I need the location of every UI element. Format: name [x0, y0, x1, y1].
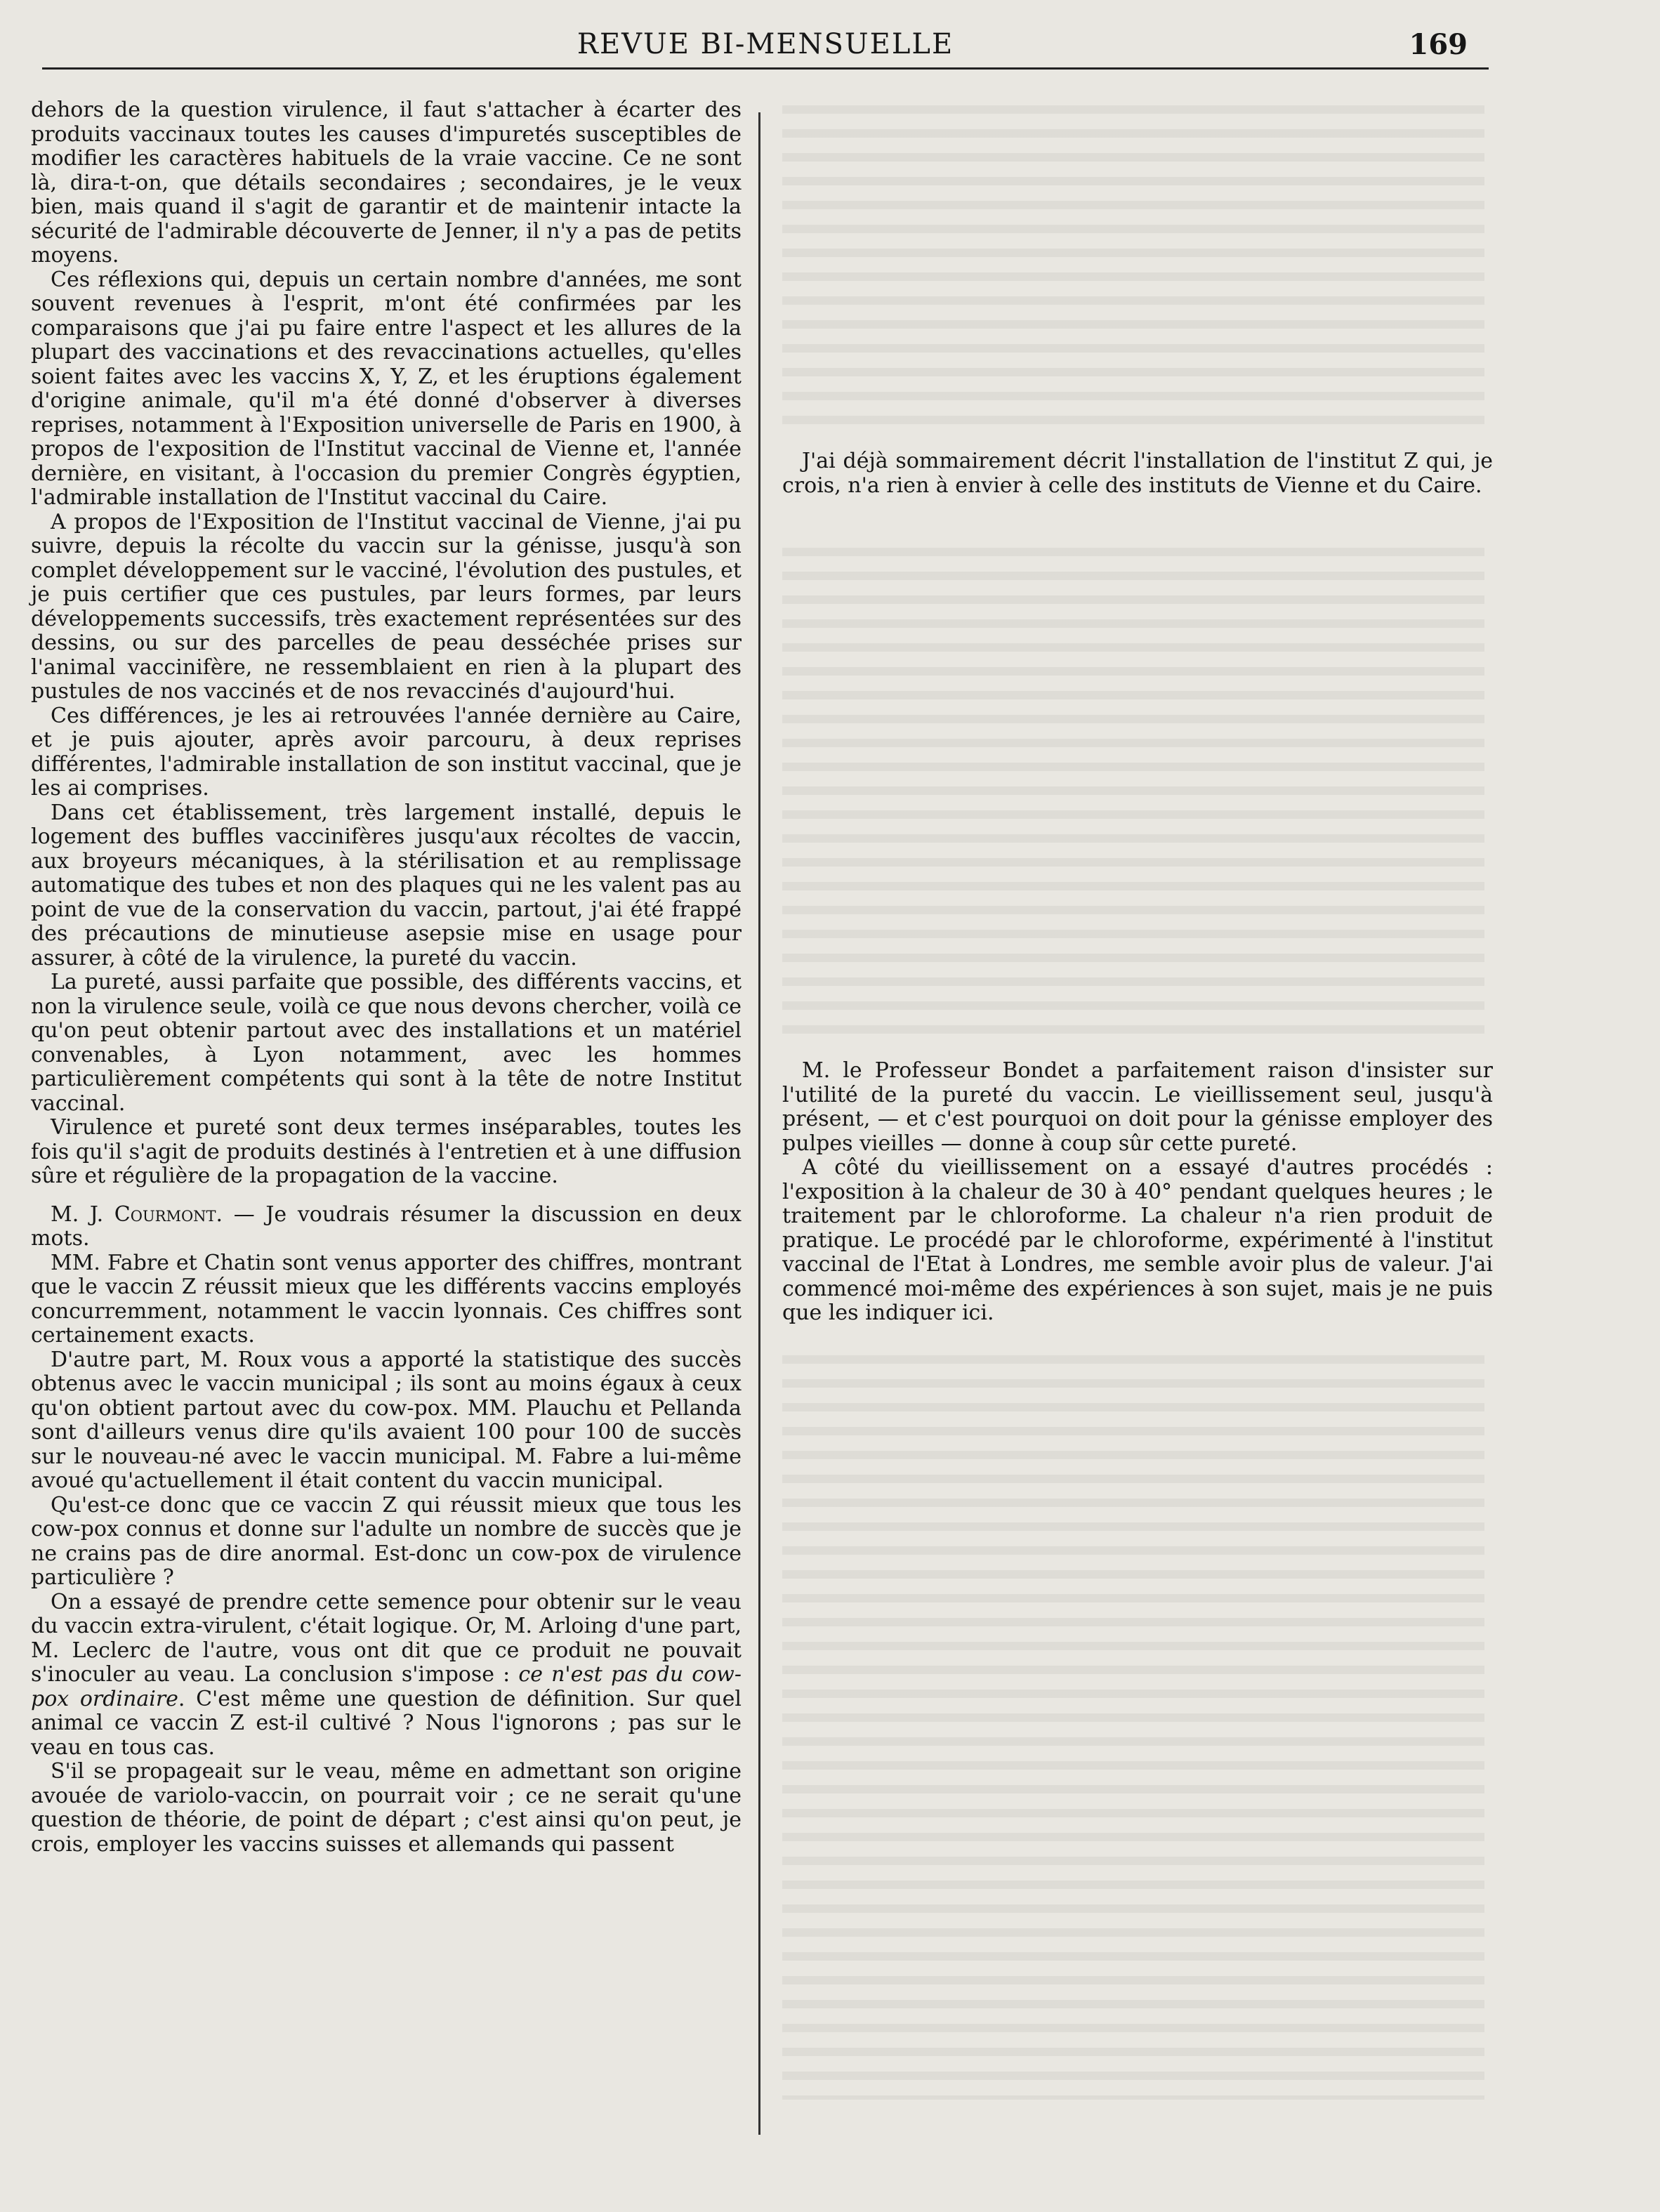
paragraph: Dans cet établissement, très largement installé, depuis le logement des buffles vaccinifères jusqu'aux récoltes de vaccin, aux broyeurs mécaniques, à la stérilisation et au remplissage automatique des tubes et non des plaques qui ne les valent pas au point de vue de la conservation du vaccin, partout, j'ai été frappé des précautions de minutieuse asepsie mise en usage pour assurer, à côté de la virulence, la pureté du vaccin.: [31, 800, 742, 970]
paragraph: A propos de l'Exposition de l'Institut vaccinal de Vienne, j'ai pu suivre, depuis la récolte du vaccin sur la génisse, jusqu'à son complet développement sur le vacciné, l'évolution des pustules, et je puis certifier que ces pustules, par leurs formes, par leurs développements successifs, très exactement représentées sur des dessins, ou sur des parcelles de peau desséchée prises sur l'animal vaccinifère, ne ressemblaient en rien à la plupart des pustules de nos vaccinés et de nos revaccinés d'aujourd'hui.: [31, 509, 742, 704]
speaker-name: M. J. Courmont.: [51, 1202, 223, 1227]
page-header: [42, 24, 1489, 73]
page-number: 169: [1409, 28, 1468, 61]
right-column-bottom: [782, 1059, 1493, 1326]
text-run: . C'est même une question de définition. Sur quel animal ce vaccin Z est-il cultivé ? Nous l'ignorons ; pas sur le veau en tous cas.: [31, 1686, 742, 1760]
paragraph: dehors de la question virulence, il faut s'attacher à écarter des produits vaccinaux toutes les causes d'impuretés susceptibles de modifier les caractères habituels de la vraie vaccine. Ce ne sont là, dira-t-on, que détails secondaires ; secondaires, je le veux bien, mais quand il s'agit de garantir et de maintenir intacte la sécurité de l'admirable découverte de Jenner, il n'y a pas de petits moyens.: [31, 98, 742, 268]
right-column-top: [782, 449, 1493, 498]
left-column: [31, 98, 742, 1857]
header-rule: [42, 67, 1489, 70]
paragraph: J'ai déjà sommairement décrit l'installation de l'institut Z qui, je crois, n'a rien à envier à celle des instituts de Vienne et du Caire.: [782, 449, 1493, 498]
bleed-through-text: [782, 105, 1484, 428]
paragraph: Qu'est-ce donc que ce vaccin Z qui réussit mieux que tous les cow-pox connus et donne sur l'adulte un nombre de succès que je ne crains pas de dire anormal. Est-donc un cow-pox de virulence particulière ?: [31, 1492, 742, 1590]
bleed-through-text: [782, 1355, 1484, 2100]
bleed-through-text: [782, 548, 1484, 1039]
paragraph: Ces différences, je les ai retrouvées l'année dernière au Caire, et je puis ajouter, après avoir parcouru, à deux reprises différentes, l'admirable installation de son institut vaccinal, que je les ai comprises.: [31, 703, 742, 801]
paragraph: Ces réflexions qui, depuis un certain nombre d'années, me sont souvent revenues à l'esprit, m'ont été confirmées par les comparaisons que j'ai pu faire entre l'aspect et les allures de la plupart des vaccinations et des revaccinations actuelles, qu'elles soient faites avec les vaccins X, Y, Z, et les éruptions également d'origine animale, qu'il m'a été donné d'observer à diverses reprises, notamment à l'Exposition universelle de Paris en 1900, à propos de l'exposition de l'Institut vaccinal de Vienne et, l'année dernière, en visitant, à l'occasion du premier Congrès égyptien, l'admirable installation de l'Institut vaccinal du Caire.: [31, 267, 742, 510]
paragraph: MM. Fabre et Chatin sont venus apporter des chiffres, montrant que le vaccin Z réussit mieux que les différents vaccins employés concurremment, notamment le vaccin lyonnais. Ces chiffres sont certainement exacts.: [31, 1250, 742, 1348]
column-divider: [758, 112, 760, 2135]
paragraph: D'autre part, M. Roux vous a apporté la statistique des succès obtenus avec le vaccin municipal ; ils sont au moins égaux à ceux qu'on obtient partout avec du cow-pox. MM. Plauchu et Pellanda sont d'ailleurs venus dire qu'ils avaient 100 pour 100 de succès sur le nouveau-né avec le vaccin municipal. M. Fabre a lui-même avoué qu'actuellement il était content du vaccin municipal.: [31, 1347, 742, 1493]
paragraph: La pureté, aussi parfaite que possible, des différents vaccins, et non la virulence seule, voilà ce que nous devons chercher, voilà ce qu'on peut obtenir partout avec des installations et un matériel convenables, à Lyon notamment, avec les hommes particulièrement compétents qui sont à la tête de notre Institut vaccinal.: [31, 970, 742, 1116]
paragraph: Virulence et pureté sont deux termes inséparables, toutes les fois qu'il s'agit de produits destinés à l'entretien et à une diffusion sûre et régulière de la propagation de la vaccine.: [31, 1115, 742, 1188]
paragraph: M. le Professeur Bondet a parfaitement raison d'insister sur l'utilité de la pureté du vaccin. Le vieillissement seul, jusqu'à présent, — et c'est pourquoi on doit pour la génisse employer des pulpes vieilles — donne à coup sûr cette pureté.: [782, 1058, 1493, 1156]
paragraph: S'il se propageait sur le veau, même en admettant son origine avouée de variolo-vaccin, on pourrait voir ; ce ne serait qu'une question de théorie, de point de départ ; c'est ainsi qu'on peut, je crois, employer les vaccins suisses et allemands qui passent: [31, 1759, 742, 1857]
speaker-text: — Je voudrais résumer la discussion en deux mots.: [31, 1202, 742, 1251]
text-run: On a essayé de prendre cette semence pour obtenir sur le veau du vaccin extra-virulent, c'était logique. Or, M. Arloing d'une part, M. Leclerc de l'autre, vous ont dit que ce produit ne pouvait s'inoculer au veau. La conclusion s'impose :: [31, 1589, 742, 1687]
speaker-paragraph: [31, 1203, 742, 1251]
paragraph: A côté du vieillissement on a essayé d'autres procédés : l'exposition à la chaleur de 30 à 40° pendant quelques heures ; le traitement par le chloroforme. La chaleur n'a rien produit de pratique. Le procédé par le chloroforme, expérimenté à l'institut vaccinal de l'Etat à Londres, me semble avoir plus de valeur. J'ai commencé moi-même des expériences à son sujet, mais je ne puis que les indiquer ici.: [782, 1155, 1493, 1325]
paragraph: [31, 1591, 742, 1760]
italic-run: ce n'est pas du cow-pox ordinaire: [31, 1662, 742, 1711]
running-title: REVUE BI-MENSUELLE: [577, 28, 954, 60]
